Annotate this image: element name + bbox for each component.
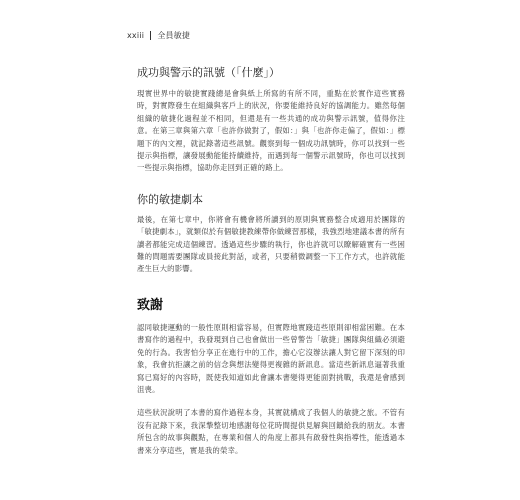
- paragraph-acknowledgements-1: 認同敏捷運動的一般性原則相當容易，但實際地實踐這些原則卻相當困難。在本書寫作的過程中，我發現到自己也會做出一些曾警告「敏捷」團隊與組織必須避免的行為。我害怕分享正在進行中的工作，擔心它沒辦法讓人對它留下深刻的印象，我會抗拒讓之前的信念與想法變得更複雜的新訊息。當這些新訊息逼著我重寫已寫好的內容時，既使我知道如此會讓本書變得更能面對挑戰，我還是會感到沮喪。: [137, 322, 405, 394]
- paragraph-signals: 現實世界中的敏捷實踐總是會與紙上所寫的有所不同，重點在於實作這些實務時，對實際發生在組織與客戶上的狀況，你要能維持良好的協調能力。雖然每個組織的敏捷化過程並不相同，但還是有一些共通的成功與警示訊號，值得你注意。在第三章與第六章「也許你做對了，假如：」與「也許你走偏了，假如：」標題下的內文裡，就記錄著這些訊號。觀察到每一個成功訊號時，你可以找到一些提示與指標，讓發展動能能持續維持，而遇到每一個警示訊號時，你也可以找到一些提示與指標，協助你走回到正確的路上。: [137, 89, 405, 173]
- page-content: [137, 66, 405, 457]
- paragraph-playbook: 最後，在第七章中，你將會有機會將所讀到的原則與實務整合成適用於團隊的「敏捷劇本」，就類似於有個敏捷教練帶你做練習那樣，我強烈地建議本書的所有讀者都能完成這個練習。透過這些步驟的執行，你也許就可以瞭解確實有一些困難的問題需要團隊或員接此對話，或者，只要稍微調整一下工作方式，也許就能產生巨大的影響。: [137, 214, 405, 274]
- paragraph-acknowledgements-2: 這些狀況說明了本書的寫作過程本身，其實就構成了我個人的敏捷之旅。不管有沒有記錄下來，我深摯整切地感謝每位花時間提供見解與回饋給我的朋友。本書所包含的故事與觀點，在專業和個人的角度上都具有啟發性與指導性，能透過本書來分享這些，實是我的榮幸。: [137, 408, 405, 455]
- book-title: 全員敏捷: [157, 31, 191, 40]
- header-divider: [150, 31, 151, 40]
- section-title-signals: 成功與警示的訊號（「什麼」）: [137, 66, 280, 79]
- running-header: [127, 30, 190, 41]
- section-title-acknowledgements: 致謝: [137, 297, 164, 313]
- section-title-playbook: 你的敏捷劇本: [137, 192, 203, 206]
- page-number: xxiii: [127, 31, 145, 40]
